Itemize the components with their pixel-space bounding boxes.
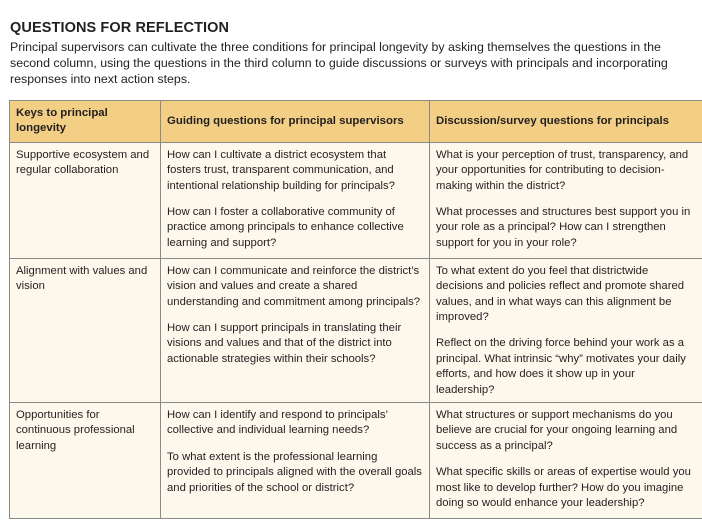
discussion-question: Reflect on the driving force behind your work as a principal. What intrinsic “why” motivates your daily efforts, and how does it show up in your leadership? — [436, 337, 686, 396]
intro-paragraph: Principal supervisors can cultivate the three conditions for principal longevity by asking themselves the questions in the second column, using the questions in the third column to guide discussions or surveys with principals and incorporating responses into next action steps. — [10, 40, 668, 86]
discussion-question: What structures or support mechanisms do you believe are crucial for your ongoing learning and success as a principal? — [436, 409, 678, 452]
column-header-discussion-questions: Discussion/survey questions for principals — [430, 101, 702, 143]
table-row — [10, 403, 702, 519]
key-cell — [10, 403, 161, 519]
guiding-questions-cell — [161, 142, 430, 258]
discussion-question: What is your perception of trust, transparency, and your opportunities for contributing to decision-making within the district? — [436, 148, 689, 192]
table-row — [10, 142, 702, 258]
guiding-question: How can I foster a collaborative community of practice among principals to enhance collective learning and support? — [167, 206, 404, 249]
guiding-question: How can I support principals in translating their visions and values and that of the district into actionable strategies within their schools? — [167, 322, 402, 365]
discussion-question: What processes and structures best support you in your role as a principal? How can I strengthen support for you in your role? — [436, 206, 691, 249]
table-header-row — [10, 101, 702, 143]
discussion-questions-cell — [430, 403, 702, 519]
table-row — [10, 258, 702, 402]
column-header-keys: Keys to principal longevity — [10, 101, 161, 143]
guiding-question: How can I communicate and reinforce the district’s vision and values and create a shared understanding and commitment among principals? — [167, 264, 421, 308]
column-header-guiding-questions: Guiding questions for principal supervisors — [161, 101, 430, 143]
key-label: Supportive ecosystem and regular collaboration — [16, 148, 150, 177]
discussion-question: What specific skills or areas of expertise would you most like to develop further? How do you imagine doing so would enhance your leadership? — [436, 466, 691, 510]
guiding-question: How can I cultivate a district ecosystem that fosters trust, transparent communication, and intentional relationship building for principals? — [167, 148, 395, 192]
guiding-questions-cell — [161, 403, 430, 519]
guiding-questions-cell — [161, 258, 430, 402]
guiding-question: To what extent is the professional learning provided to principals aligned with the overall goals and priorities of the school or district? — [167, 450, 422, 494]
key-cell — [10, 258, 161, 402]
discussion-question: To what extent do you feel that districtwide decisions and policies reflect and promote shared values, and in what ways can this alignment be improved? — [436, 264, 685, 324]
reflection-header — [10, 20, 702, 87]
reflection-table — [9, 100, 702, 519]
key-label: Opportunities for continuous professional learning — [16, 409, 135, 452]
page-title: QUESTIONS FOR REFLECTION — [10, 20, 230, 36]
discussion-questions-cell — [430, 258, 702, 402]
key-label: Alignment with values and vision — [16, 264, 148, 293]
guiding-question: How can I identify and respond to principals’ collective and individual learning needs? — [167, 409, 388, 437]
key-cell — [10, 142, 161, 258]
discussion-questions-cell — [430, 142, 702, 258]
